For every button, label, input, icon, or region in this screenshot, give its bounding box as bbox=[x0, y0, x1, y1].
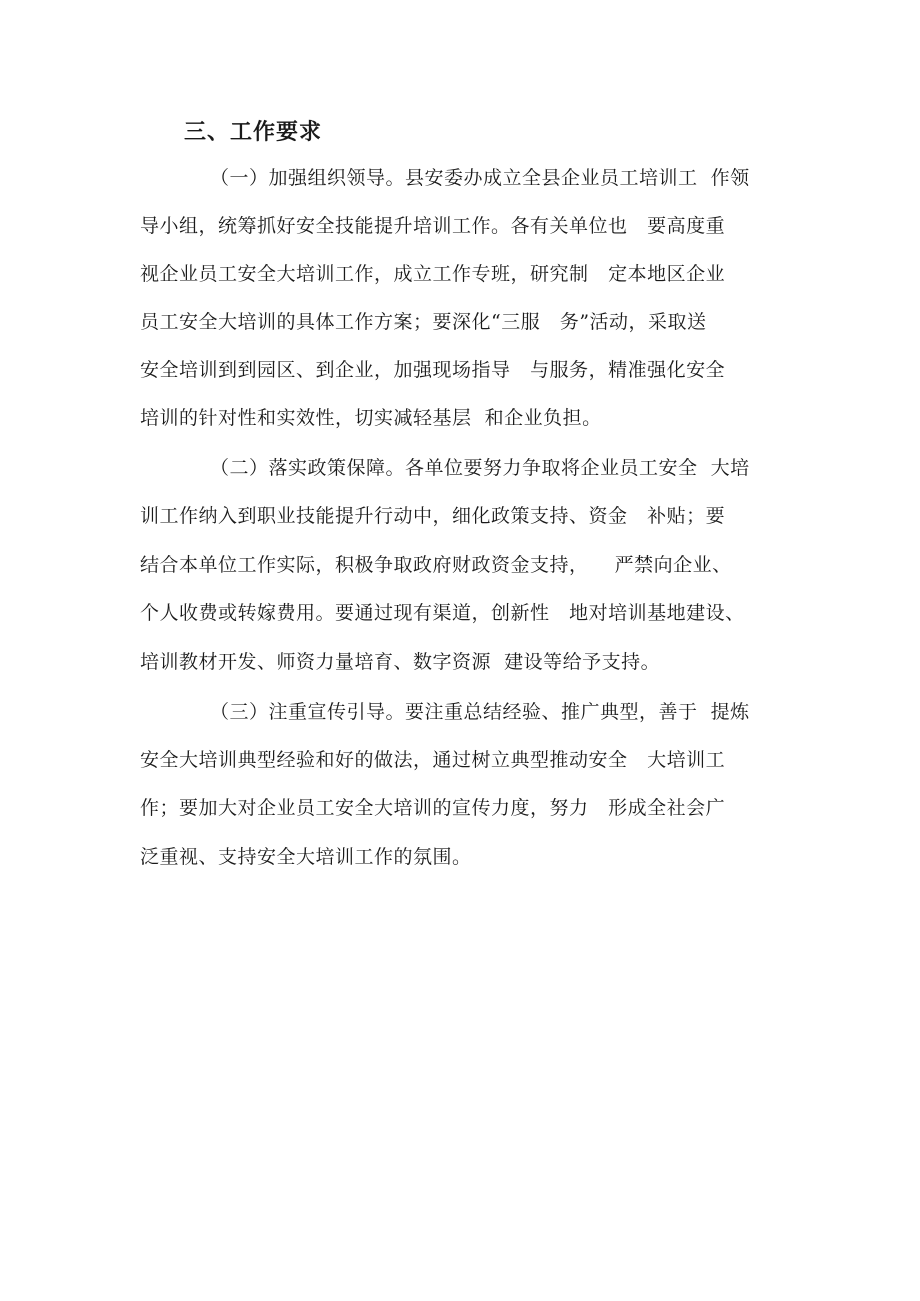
paragraph-3-line-4: 泛重视、支持安全大培训工作的氛围。 bbox=[140, 846, 472, 868]
paragraph-1-line-2: 导小组，统筹抓好安全技能提升培训工作。各有关单位也 要高度重 bbox=[140, 215, 726, 237]
paragraph-1-line-5: 安全培训到到园区、到企业，加强现场指导 与服务，精准强化安全 bbox=[140, 359, 726, 381]
paragraph-3-line-1: （三）注重宣传引导。要注重总结经验、推广典型，善于 提炼 bbox=[210, 701, 750, 723]
paragraph-1-line-4: 员工安全大培训的具体工作方案；要深化“三服 务”活动，采取送 bbox=[140, 311, 707, 333]
paragraph-2-line-2: 训工作纳入到职业技能提升行动中，细化政策支持、资金 补贴；要 bbox=[140, 505, 726, 527]
paragraph-1-line-1: （一）加强组织领导。县安委办成立全县企业员工培训工 作领 bbox=[210, 167, 750, 189]
paragraph-2-line-4: 个人收费或转嫁费用。要通过现有渠道，创新性 地对培训基地建设、 bbox=[140, 602, 745, 624]
paragraph-3-line-3: 作；要加大对企业员工安全大培训的宣传力度，努力 形成全社会广 bbox=[140, 797, 726, 819]
paragraph-2-line-5: 培训教材开发、师资力量培育、数字资源 建设等给予支持。 bbox=[140, 651, 661, 673]
paragraph-3-line-2: 安全大培训典型经验和好的做法，通过树立典型推动安全 大培训工 bbox=[140, 749, 726, 771]
paragraph-1-line-3: 视企业员工安全大培训工作，成立工作专班，研究制 定本地区企业 bbox=[140, 263, 726, 285]
paragraph-2-line-1: （二）落实政策保障。各单位要努力争取将企业员工安全 大培 bbox=[210, 457, 750, 479]
paragraph-1-line-6: 培训的针对性和实效性，切实减轻基层 和企业负担。 bbox=[140, 407, 602, 429]
section-title: 三、工作要求 bbox=[184, 119, 323, 145]
paragraph-2-line-3: 结合本单位工作实际，积极争取政府财政资金支持， 严禁向企业、 bbox=[140, 554, 732, 576]
